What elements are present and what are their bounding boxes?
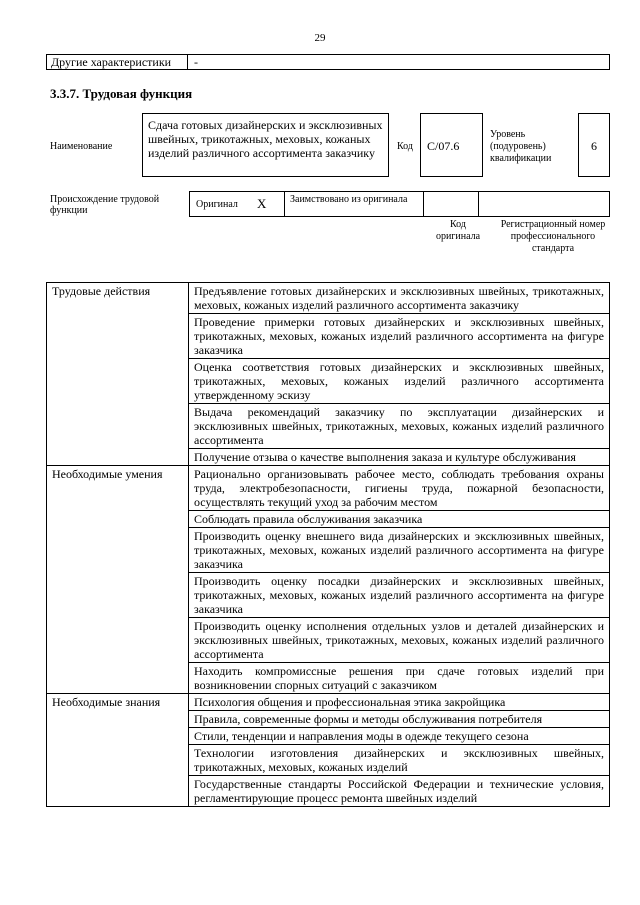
section-title: 3.3.7. Трудовая функция (50, 86, 193, 101)
item-cell: Оценка соответствия готовых дизайнерских и эксклюзивных швейных, трикотажных, меховых, кожаных изделий различного ассортимента утвержденному эскизу (189, 359, 610, 404)
item-cell: Рационально организовывать рабочее место, соблюдать требования охраны труда, электробезопасности, гигиены труда, пожарной безопасности, осуществлять текущий уход за рабочим местом (189, 466, 610, 511)
qualification-level: 6 (578, 113, 610, 177)
level-label-line-1: Уровень (490, 129, 526, 140)
item-cell: Соблюдать правила обслуживания заказчика (189, 511, 610, 528)
item-cell: Производить оценку исполнения отдельных узлов и деталей дизайнерских и эксклюзивных швейных, трикотажных, меховых, кожаных изделий различного ассортимента (189, 618, 610, 663)
level-label-line-2: (подуровень) (490, 141, 546, 152)
item-cell: Государственные стандарты Российской Федерации и технические условия, регламентирующие процесс ремонта швейных изделий (189, 776, 610, 807)
registration-number-cell (478, 191, 610, 217)
borrowed-label: Заимствовано из оригинала (284, 191, 424, 217)
table-row (47, 283, 610, 314)
level-label-line-3: квалификации (490, 153, 552, 164)
item-cell: Технологии изготовления дизайнерских и эксклюзивных швейных, трикотажных, меховых, кожаных изделий (189, 745, 610, 776)
table-row (47, 466, 610, 511)
code-original-caption: Код оригинала (435, 219, 481, 242)
other-characteristics-row (46, 54, 610, 70)
page-number: 29 (314, 32, 326, 44)
category-cell: Необходимые знания (47, 694, 189, 807)
other-characteristics-value: - (194, 55, 198, 69)
item-cell: Производить оценку внешнего вида дизайнерских и эксклюзивных швейных, трикотажных, меховых, кожаных изделий различного ассортимента на фигуре заказчика (189, 528, 610, 573)
item-cell: Психология общения и профессиональная этика закройщика (189, 694, 610, 711)
origin-row (189, 191, 610, 217)
function-name: Сдача готовых дизайнерских и эксклюзивных швейных, трикотажных, меховых, кожаных изделий различного ассортимента заказчику (142, 113, 389, 177)
item-cell: Выдача рекомендаций заказчику по эксплуатации дизайнерских и эксклюзивных швейных, трикотажных, меховых, кожаных изделий различного ассортимента (189, 404, 610, 449)
item-cell: Находить компромиссные решения при сдаче готовых изделий при возникновении спорных ситуаций с заказчиком (189, 663, 610, 694)
original-cell (189, 191, 285, 217)
registration-number-caption: Регистрационный номер профессионального стандарта (500, 219, 606, 254)
item-cell: Предъявление готовых дизайнерских и эксклюзивных швейных, трикотажных, меховых, кожаных изделий различного ассортимента заказчику (189, 283, 610, 314)
qualification-level-label (490, 129, 551, 165)
function-code: С/07.6 (420, 113, 483, 177)
original-mark: X (257, 196, 267, 211)
item-cell: Проведение примерки готовых дизайнерских и эксклюзивных швейных, трикотажных, меховых, кожаных изделий различного ассортимента на фигуре заказчика (189, 314, 610, 359)
function-details-table (46, 282, 610, 807)
name-label: Наименование (50, 141, 113, 152)
item-cell: Производить оценку посадки дизайнерских и эксклюзивных швейных, трикотажных, меховых, кожаных изделий различного ассортимента на фигуре заказчика (189, 573, 610, 618)
table-row (47, 694, 610, 711)
other-characteristics-label: Другие характеристики (47, 55, 188, 69)
original-code-cell (423, 191, 479, 217)
item-cell: Стили, тенденции и направления моды в одежде текущего сезона (189, 728, 610, 745)
category-cell: Необходимые умения (47, 466, 189, 694)
code-label: Код (397, 141, 413, 152)
item-cell: Правила, современные формы и методы обслуживания потребителя (189, 711, 610, 728)
original-label: Оригинал (196, 199, 238, 210)
category-cell: Трудовые действия (47, 283, 189, 466)
item-cell: Получение отзыва о качестве выполнения заказа и культуре обслуживания (189, 449, 610, 466)
origin-label: Происхождение трудовой функции (50, 194, 160, 216)
